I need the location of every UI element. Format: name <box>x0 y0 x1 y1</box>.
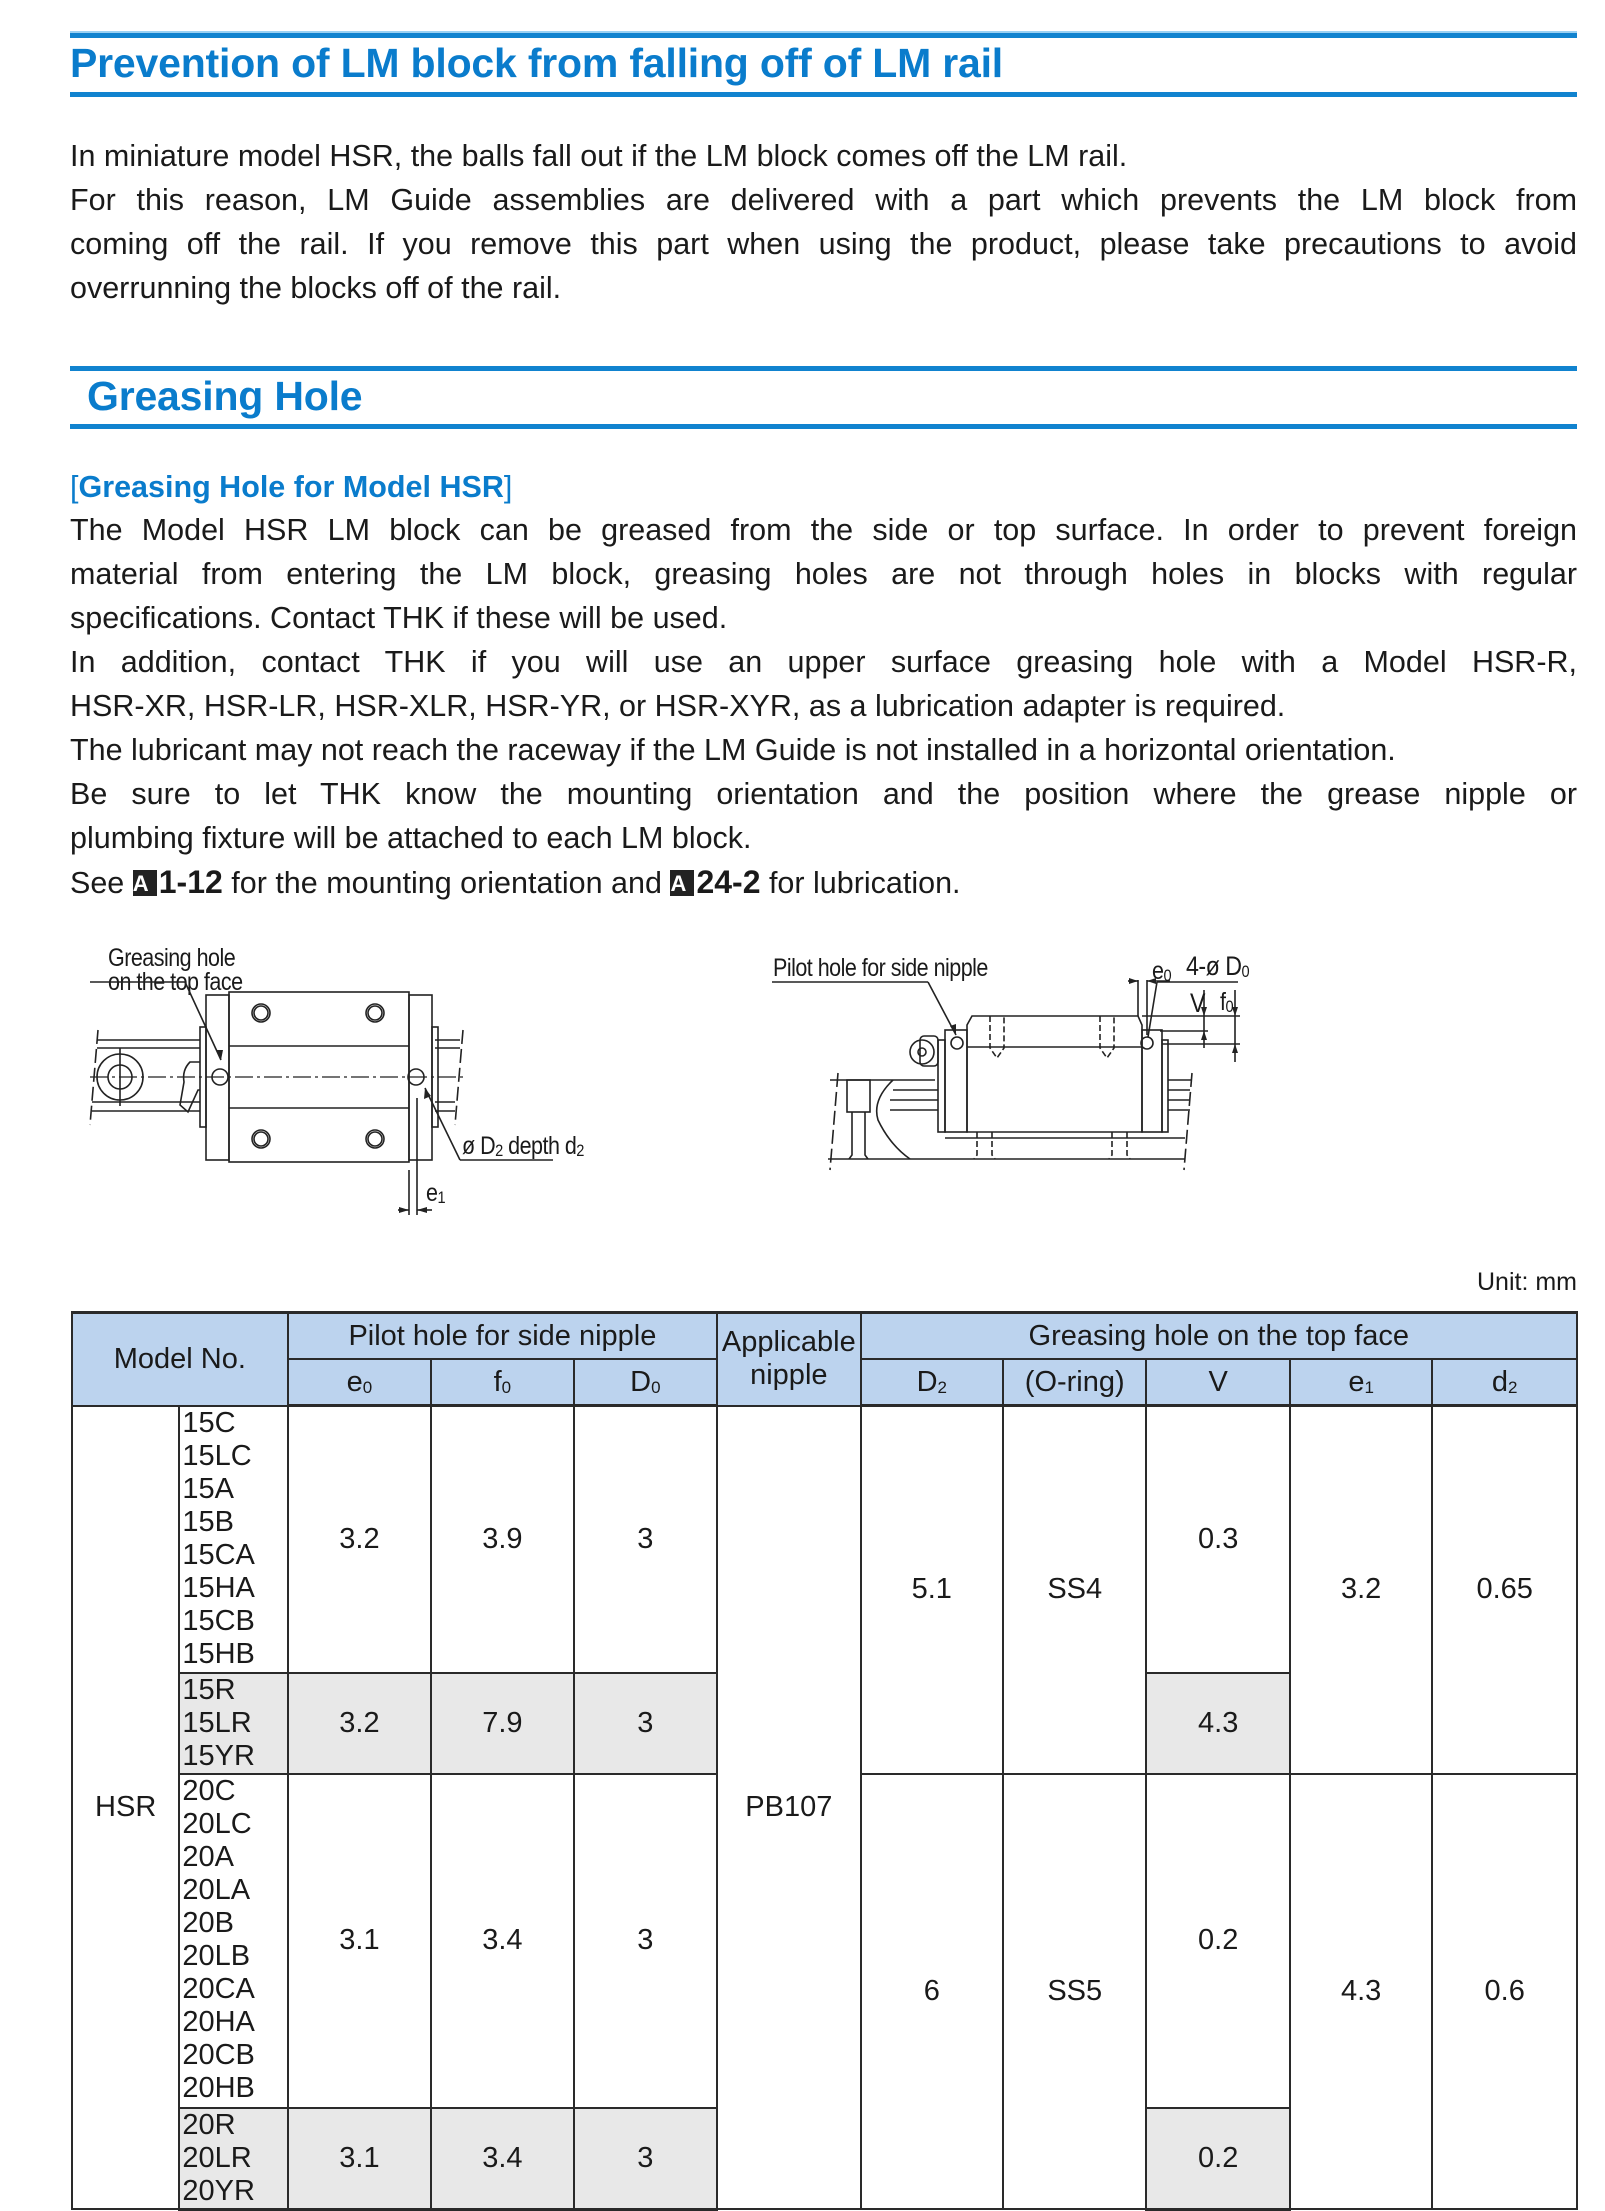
section1-paragraph <box>70 134 1577 310</box>
model-list-cell: 15C 15LC 15A 15B 15CA 15HA 15CB 15HB <box>179 1406 287 1673</box>
paragraph-line: Be sure to let THK know the mounting orientation and the position where the grease nipple or <box>70 777 1577 811</box>
header-pilot-hole-group: Pilot hole for side nipple <box>288 1313 717 1360</box>
f0-cell: 3.9 <box>431 1406 573 1673</box>
e0-cell: 3.2 <box>288 1673 431 1774</box>
f0-cell: 3.4 <box>431 1774 573 2108</box>
D2-cell: 5.1 <box>861 1406 1003 1774</box>
D0-cell: 3 <box>574 1673 717 1774</box>
unit-label: Unit: mm <box>1477 1268 1577 1296</box>
lm-block-side-view-diagram <box>760 930 1605 1250</box>
V-cell: 0.3 <box>1146 1406 1289 1673</box>
D0-cell: 3 <box>574 1406 717 1673</box>
header-greasing-hole-group: Greasing hole on the top face <box>861 1313 1577 1360</box>
paragraph-line: material from entering the LM block, greasing holes are not through holes in blocks with regular <box>70 557 1577 591</box>
f0-dimension-label: $f_0$ <box>1220 988 1234 1016</box>
header-D2: $D_2$ <box>861 1359 1003 1406</box>
series-cell: HSR <box>72 1406 179 2210</box>
D0-cell: 3 <box>574 1774 717 2108</box>
section1-heading: Prevention of LM block from falling off of LM rail <box>70 40 1004 86</box>
V-cell: 4.3 <box>1146 1673 1289 1774</box>
model-list-cell: 15R 15LR 15YR <box>179 1673 287 1774</box>
header-e1: $e_1$ <box>1290 1359 1432 1406</box>
e1-dimension-label: $e_1$ <box>426 1179 446 1207</box>
e1-cell: 3.2 <box>1290 1406 1432 1774</box>
section1-top-rule <box>70 33 1577 38</box>
d2-cell: 0.65 <box>1432 1406 1577 1774</box>
e0-cell: 3.2 <box>288 1406 431 1673</box>
section2-bottom-rule <box>70 424 1577 429</box>
close-bracket: ] <box>503 470 513 504</box>
paragraph-line: The Model HSR LM block can be greased from the side or top surface. In order to prevent foreign <box>70 513 1577 547</box>
greasing-hole-label: Greasing hole on the top face <box>108 944 243 996</box>
model-list-cell: 20R 20LR 20YR <box>179 2108 287 2210</box>
e0-dimension-label: $e_0$ <box>1152 957 1172 985</box>
greasing-hole-spec-table <box>71 1311 1578 2211</box>
reference-link[interactable]: 24-2 <box>696 864 761 900</box>
D2-cell: 6 <box>861 1774 1003 2210</box>
paragraph-line: In addition, contact THK if you will use an upper surface greasing hole with a Model HSR-R, <box>70 645 1577 679</box>
header-oring: (O-ring) <box>1003 1359 1146 1406</box>
D0-cell: 3 <box>574 2108 717 2210</box>
hole-depth-label: ø $D_2$ depth $d_2$ <box>462 1132 584 1160</box>
header-f0: $f_0$ <box>431 1359 573 1406</box>
V-cell: 0.2 <box>1146 2108 1289 2210</box>
v-dimension-label: V <box>1190 988 1205 1018</box>
paragraph-line: specifications. Contact THK if these will be used. <box>70 601 728 635</box>
paragraph-line: For this reason, LM Guide assemblies are delivered with a part which prevents the LM block from <box>70 183 1577 217</box>
header-e0: $e_0$ <box>288 1359 431 1406</box>
lm-block-top-view-diagram <box>60 930 880 1250</box>
header-D0: $D_0$ <box>574 1359 717 1406</box>
pilot-hole-label: Pilot hole for side nipple <box>773 954 988 982</box>
e0-cell: 3.1 <box>288 1774 431 2108</box>
section2-heading: Greasing Hole <box>87 373 363 419</box>
f0-cell: 3.4 <box>431 2108 573 2210</box>
paragraph-line: overrunning the blocks off of the rail. <box>70 271 562 305</box>
oring-cell: SS4 <box>1003 1406 1146 1774</box>
paragraph-line: In miniature model HSR, the balls fall out if the LM block comes off the LM rail. <box>70 139 1128 173</box>
section-a-icon: A <box>133 870 157 896</box>
section-a-icon: A <box>670 870 694 896</box>
paragraph-line: The lubricant may not reach the raceway if the LM Guide is not installed in a horizontal orientation. <box>70 733 1396 767</box>
section1-bottom-rule <box>70 92 1577 97</box>
V-cell: 0.2 <box>1146 1774 1289 2108</box>
paragraph-line: plumbing fixture will be attached to each LM block. <box>70 821 752 855</box>
subheading-text: Greasing Hole for Model HSR <box>78 470 504 504</box>
nipple-cell: PB107 <box>717 1406 860 2210</box>
table-row <box>72 1406 1577 1673</box>
paragraph-line: HSR-XR, HSR-LR, HSR-XLR, HSR-YR, or HSR-XYR, as a lubrication adapter is required. <box>70 689 1286 723</box>
section2-top-rule <box>70 366 1577 371</box>
header-applicable-nipple: Applicable nipple <box>717 1313 860 1406</box>
oring-cell: SS5 <box>1003 1774 1146 2210</box>
open-bracket: [ <box>70 470 79 504</box>
subheading <box>70 470 512 505</box>
pilot-hole-count-label: 4-ø $D_0$ <box>1186 951 1250 981</box>
paragraph-line: coming off the rail. If you remove this part when using the product, please take precautions to avoid <box>70 227 1577 261</box>
f0-cell: 7.9 <box>431 1673 573 1774</box>
section2-paragraph <box>70 508 1577 905</box>
d2-cell: 0.6 <box>1432 1774 1577 2210</box>
header-V: V <box>1146 1359 1289 1406</box>
header-d2: $d_2$ <box>1432 1359 1577 1406</box>
header-model-no: Model No. <box>72 1313 288 1406</box>
e0-cell: 3.1 <box>288 2108 431 2210</box>
model-list-cell: 20C 20LC 20A 20LA 20B 20LB 20CA 20HA 20CB 20HB <box>179 1774 287 2108</box>
e1-cell: 4.3 <box>1290 1774 1432 2210</box>
reference-link[interactable]: 1-12 <box>158 864 223 900</box>
see-reference-line: See A 1-12 for the mounting orientation and A 24-2 for lubrication. <box>70 864 961 900</box>
